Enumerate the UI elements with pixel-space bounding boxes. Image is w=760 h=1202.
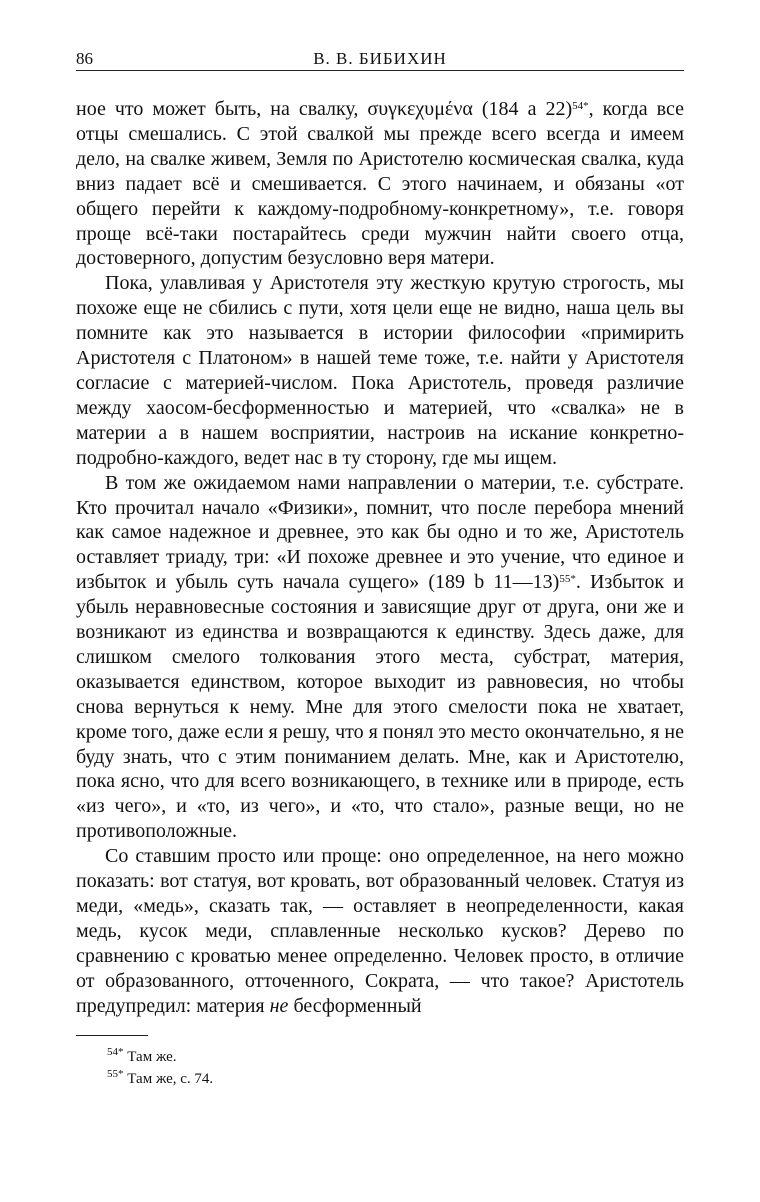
body-text [76,97,684,1019]
footnote-ref: 55* [559,573,576,586]
running-title: В. В. БИБИХИН [313,49,447,68]
footnote-text: Там же, с. 74. [123,1070,214,1087]
footnote-ref: 54* [572,100,589,112]
footnote [107,1068,684,1090]
running-head [76,40,684,71]
text-run: Со ставшим просто или проще: оно определенное, на него можно показать: вот статуя, вот кровать, вот образованный человек. Статуя из меди, «медь», сказать так, — оставляет в неопределенности, какая медь, кусок меди, сплавленные несколько кусков? Дерево по сравнению с кроватью менее определенно. Человек просто, в отличие от образованного, отточенного, Сократа, — что такое? Аристотель предупредил: материя [76,845,684,1017]
page-number: 86 [76,49,93,68]
footnote-text: Там же. [123,1048,177,1065]
text-run: Пока, улавливая у Аристотеля эту жесткую крутую строгость, мы похоже еще не сбились с пути, хотя цели еще не видно, наша цель вы помните как это называется в истории философии «примирить Аристотеля с Платоном» в нашей теме тоже, т.е. найти у Аристотеля согласие с материей-числом. Пока Аристотель, проведя различие между хаосом-бесформенностью и материей, что «свалка» не в материи а в нашем восприятии, настроив на искание конкретно-подробно-каждого, ведет нас в ту сторону, где мы ищем. [76,272,684,469]
footnote-mark: 54* [107,1045,124,1058]
text-run: , когда все отцы смешались. С этой свалкой мы прежде всего всегда и имеем дело, на свалке живем, Земля по Аристотелю космическая свалка, куда вниз падает всё и смешивается. С этого начинаем, и обязаны «от общего перейти к каждому-подробному-конкретному», т.е. говоря проще всё-таки постарайтесь среди мужчин найти своего отца, достоверного, допустим безусловно веря матери. [76,98,684,270]
footnote-mark: 55* [107,1067,124,1080]
text-run: В том же ожидаемом нами направлении о материи, т.е. субстрате. Кто прочитал начало «Физики», помнит, что после перебора мнений как самое надежное и древнее, это как бы одно и то же, Аристотель оставляет триаду, три: «И похоже древнее и это учение, что единое и избыток и убыль суть начала сущего» (189 b 11—13) [76,471,684,594]
paragraph [76,844,684,1018]
emphasis: не [269,994,289,1017]
footnote-rule [76,1035,148,1036]
footnote [107,1046,684,1068]
text-run: ное что может быть, на свалку, συγκεχυμένα (184 a 22) [76,98,573,120]
text-run: бесформенный [288,994,422,1017]
footnotes [76,1046,684,1090]
paragraph [76,97,684,271]
paragraph [76,271,684,470]
paragraph [76,471,684,845]
book-page [76,40,684,1090]
text-run: . Избыток и убыль неравновесные состояния и зависящие друг от друга, они же и возникают из единства и возвращаются к единству. Здесь даже, для слишком смелого толкования этого места, субстрат, материя, оказывается единством, которое выходит из равновесия, но чтобы снова вернуться к нему. Мне для этого смелости пока не хватает, кроме того, даже если я решу, что я понял это место окончательно, я не буду знать, что с этим пониманием делать. Мне, как и Аристотелю, пока ясно, что для всего возникающего, в технике или в природе, есть «из чего», и «то, из чего», и «то, что стало», разные вещи, но не противоположные. [76,571,685,843]
